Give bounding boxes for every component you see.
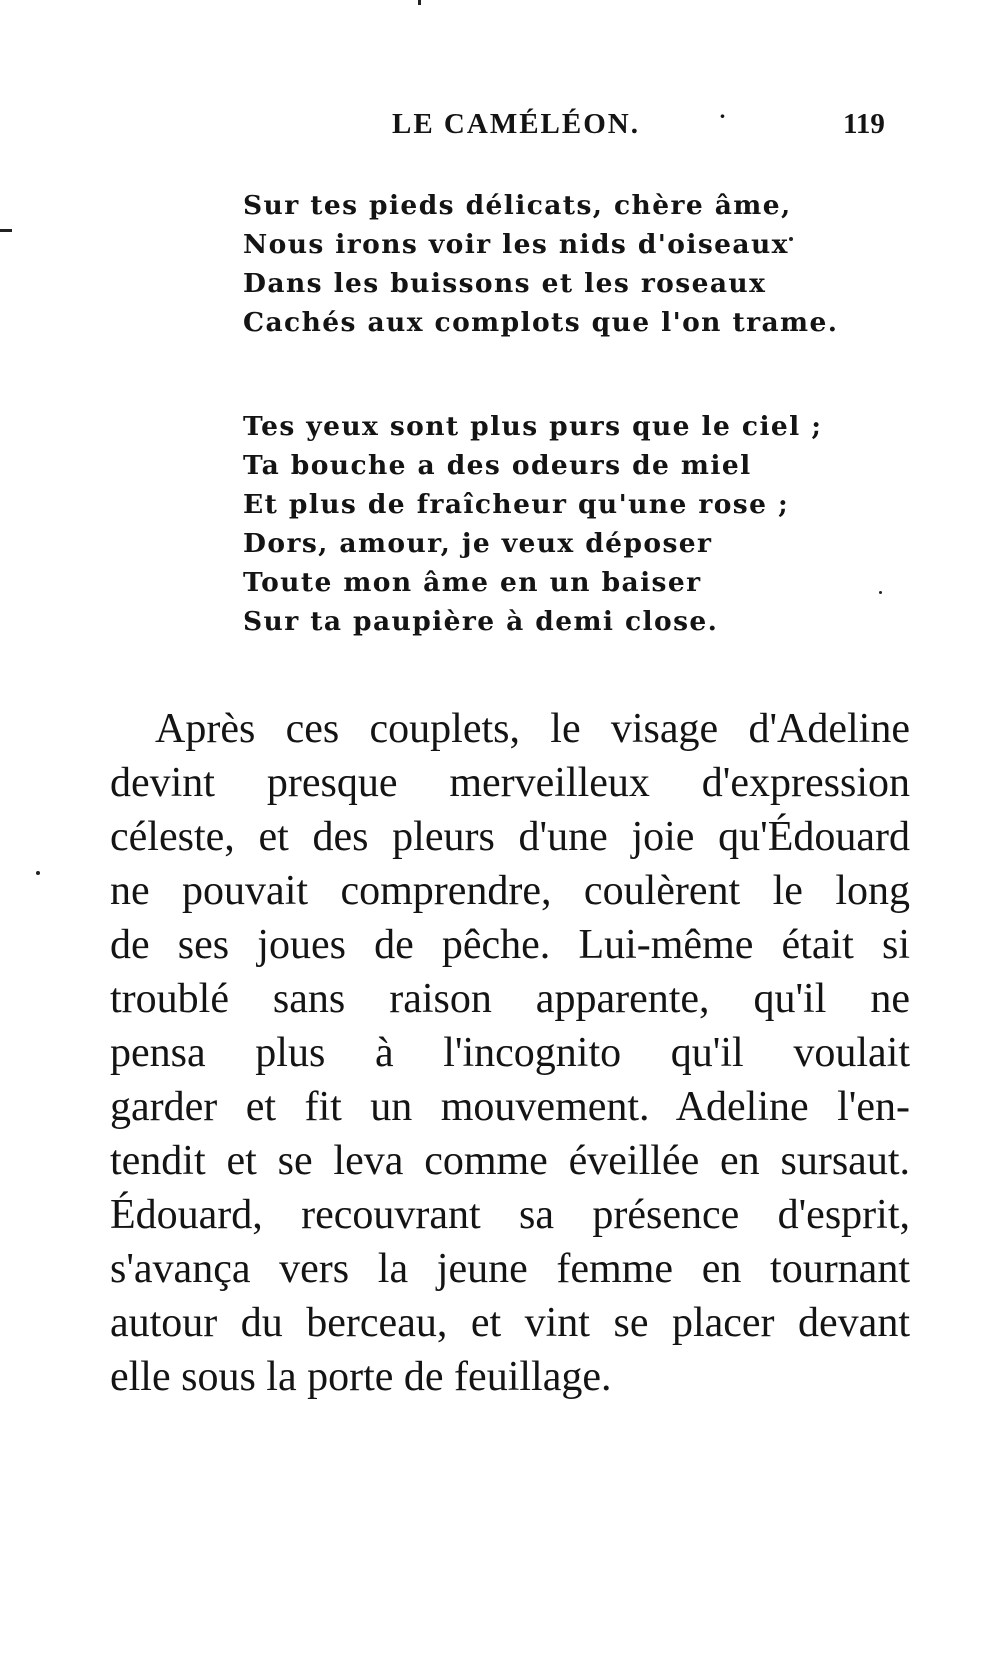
scan-speck [879,591,882,594]
scan-speck [36,871,40,875]
verse-line: Et plus de fraîcheur qu'une rose ; [243,489,790,520]
prose-line: pensa plus à l'incognito qu'il voulait [110,1030,910,1076]
scan-speck [789,237,793,241]
prose-line: tendit et se leva comme éveillée en sursaut. [110,1138,910,1184]
prose-line: s'avança vers la jeune femme en tournant [110,1246,910,1292]
prose-line: devint presque merveilleux d'expression [110,760,910,806]
poem-stanza-2 [243,407,822,641]
prose-line: ne pouvait comprendre, coulèrent le long [110,868,910,914]
page-number: 119 [843,108,885,140]
verse-line: Sur ta paupière à demi close. [243,606,719,637]
print-speck: · [719,104,726,128]
verse-line: Tes yeux sont plus purs que le ciel ; [243,411,823,442]
prose-line: autour du berceau, et vint se placer devant [110,1300,910,1346]
verse-line: Dors, amour, je veux déposer [243,528,713,559]
verse-line: Cachés aux complots que l'on trame. [243,307,839,338]
verse-line: Ta bouche a des odeurs de miel [243,450,752,481]
prose-line: de ses joues de pêche. Lui-même était si [110,922,910,968]
prose-paragraph [110,702,910,1404]
prose-line: céleste, et des pleurs d'une joie qu'Édouard [110,814,910,860]
verse-line: Sur tes pieds délicats, chère âme, [243,190,792,221]
scan-speck [418,0,421,5]
verse-line: Toute mon âme en un baiser [243,567,702,598]
verse-line: Dans les buissons et les roseaux [243,268,767,299]
prose-line: troublé sans raison apparente, qu'il ne [110,976,910,1022]
verse-line: Nous irons voir les nids d'oiseaux [243,229,789,260]
prose-line: Après ces couplets, le visage d'Adeline [155,706,910,752]
prose-line: garder et fit un mouvement. Adeline l'en- [110,1084,910,1130]
running-title: LE CAMÉLÉON. [392,108,640,140]
scan-speck [0,229,12,232]
poem-stanza-1 [243,186,838,342]
prose-line: Édouard, recouvrant sa présence d'esprit, [110,1192,910,1238]
running-header [0,104,1000,148]
prose-line: elle sous la porte de feuillage. [110,1354,612,1400]
